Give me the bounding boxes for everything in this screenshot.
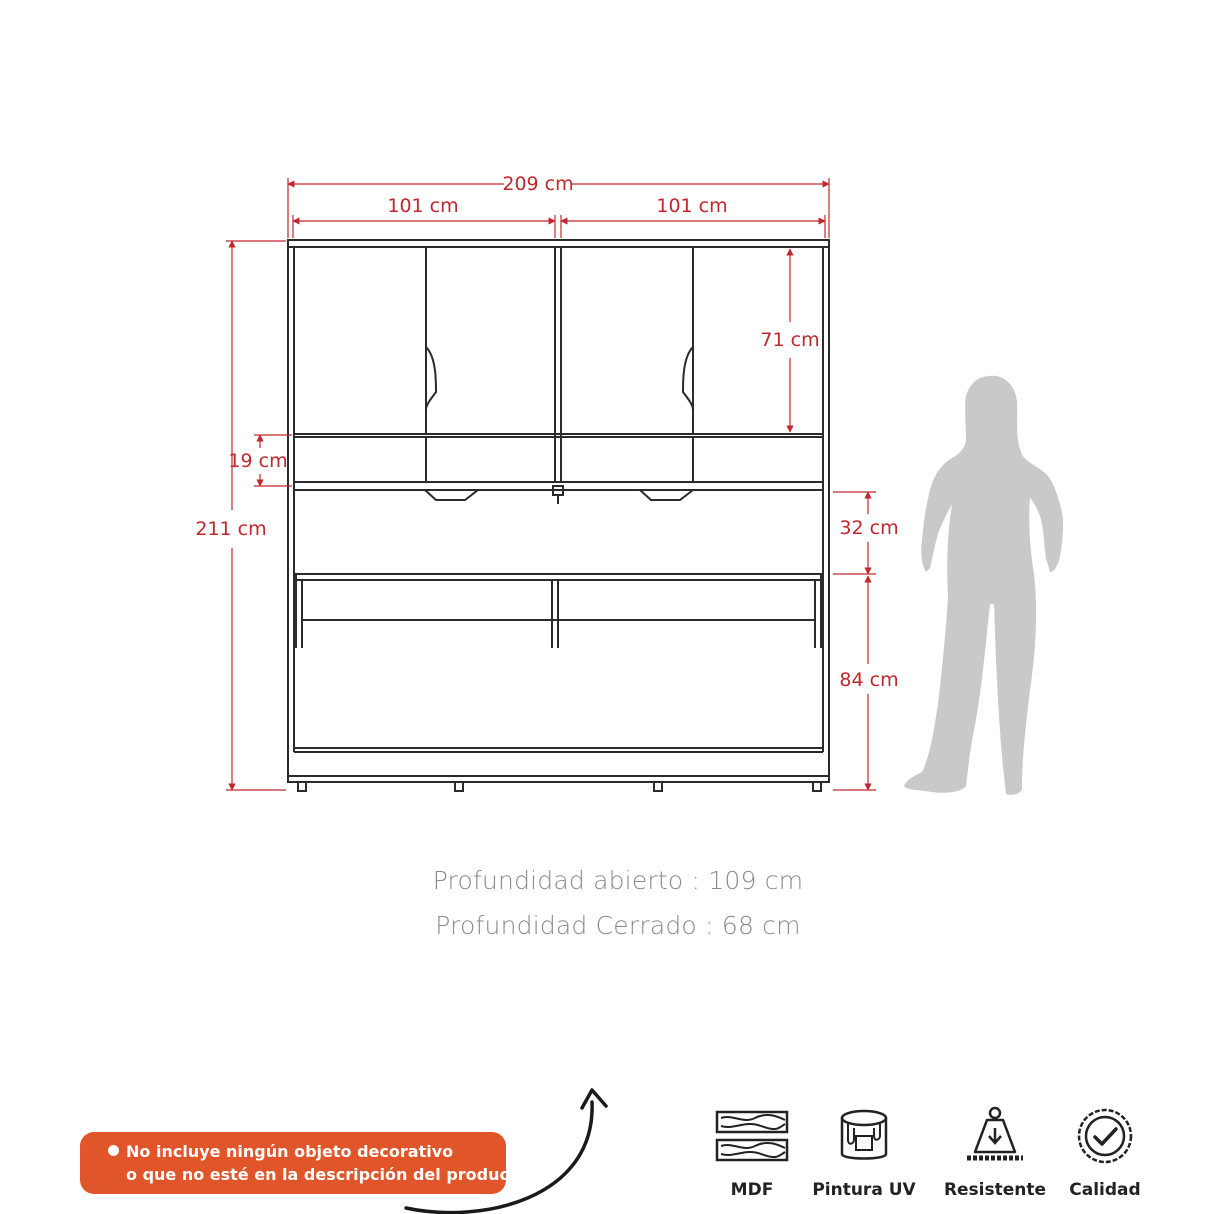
bullet-icon <box>108 1145 119 1156</box>
total-width-label: 209 cm <box>502 173 574 195</box>
panel-handle-left <box>425 490 478 500</box>
feature-mdf-label: MDF <box>730 1180 774 1200</box>
foot <box>298 782 306 791</box>
upper-door-height-label: 71 cm <box>760 329 820 351</box>
upper-door-1 <box>294 247 436 434</box>
bed-frame <box>296 574 821 580</box>
wood-boards-icon <box>715 1106 789 1166</box>
curved-arrow-icon <box>400 1080 630 1214</box>
depth-open-text: Profundidad abierto : 109 cm <box>432 866 804 895</box>
top-board <box>288 240 829 247</box>
quality-seal-icon <box>1075 1106 1135 1166</box>
niche-height-label: 19 cm <box>228 450 288 472</box>
lower-height-label: 84 cm <box>839 669 899 691</box>
disclaimer-line-1: No incluye ningún objeto decorativo <box>126 1142 454 1161</box>
wall-bed-cabinet <box>288 240 829 791</box>
base-board <box>288 776 829 782</box>
foot <box>455 782 463 791</box>
left-width-label: 101 cm <box>387 195 459 217</box>
paint-can-icon <box>834 1106 894 1166</box>
feature-resistente-label: Resistente <box>943 1180 1047 1200</box>
feature-calidad-label: Calidad <box>1069 1180 1141 1200</box>
upper-door-2 <box>426 247 555 434</box>
person-silhouette <box>904 376 1063 795</box>
feature-pintura-uv-label: Pintura UV <box>812 1180 916 1200</box>
feature-mdf <box>687 1106 817 1200</box>
upper-door-3 <box>561 247 693 434</box>
front-panel-height-label: 32 cm <box>839 517 899 539</box>
disclaimer-line-2: o que no esté en la descripción del producto. <box>126 1165 534 1184</box>
feature-calidad <box>1040 1106 1170 1200</box>
depth-closed-text: Profundidad Cerrado : 68 cm <box>435 911 801 940</box>
right-width-label: 101 cm <box>656 195 728 217</box>
foot <box>654 782 662 791</box>
panel-handle-right <box>640 490 693 500</box>
total-height-label: 211 cm <box>195 518 267 540</box>
weight-scale-icon <box>963 1106 1027 1166</box>
feature-pintura-uv <box>799 1106 929 1200</box>
foot <box>813 782 821 791</box>
